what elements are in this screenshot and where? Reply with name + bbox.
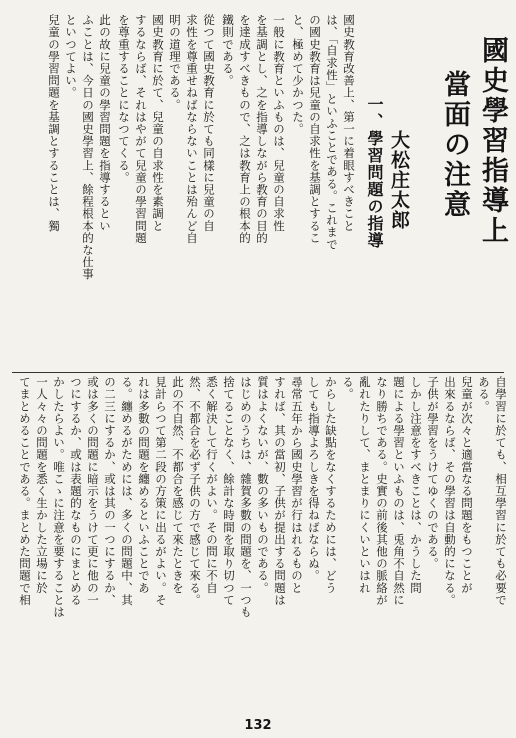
body-column: しても指導よろしきを得ねばならぬ。 — [307, 376, 321, 582]
body-column: 此の故に兒童の學習問題を指導するとい — [98, 14, 112, 232]
body-column: すれば、其の當初、子供が提出する問題は — [273, 376, 287, 606]
body-column: からした缺點をなくするためには、どう — [324, 376, 338, 594]
body-column: と、極めて少かつた。 — [291, 14, 305, 135]
body-column: 見計らつて第二段の方策に出るがよい。そ — [154, 376, 168, 606]
body-column: は、「自求性」といふことである。これまで — [325, 14, 339, 251]
body-column: を尊重することになつてくる。 — [117, 14, 131, 184]
body-column: 明の道理である。 — [168, 14, 182, 111]
body-column: つにするか、或は表題的なものにまとめる — [69, 376, 83, 606]
body-column: はじめのうちは、雜賀多數の問題を、一つも — [239, 376, 253, 618]
body-column: の二三にするか、或は其の一つにするか、 — [103, 376, 117, 606]
body-column: を達成すべきもので、之は教育上の根本的 — [238, 14, 252, 244]
body-column: る。纏めるがためには、多くの問題中、其 — [120, 376, 134, 606]
article-title-line2: 當面の注意 — [439, 70, 470, 220]
body-column: 悉く解決して行くがよい。その問に不自 — [205, 376, 219, 594]
body-column: 國史教育に於て、兒童の自求性を素調と — [151, 14, 165, 232]
body-column: 求性を尊重せねばならないことは殆んど自 — [185, 14, 199, 244]
body-column: といつてよい。 — [64, 14, 78, 99]
body-column: するならば、それはやがて兒童の學習問題 — [134, 14, 148, 244]
body-column: てまとめることである。まとめた問題で相 — [18, 376, 32, 606]
body-column: 子供が學習をうけてゆくのである。 — [426, 376, 440, 570]
body-column: 國史教育改善上、第一に着眼すべきこと — [342, 14, 356, 232]
body-column: 或は多くの問題に暗示をうけて更に他の一 — [86, 376, 100, 606]
body-column: 然、不都合を必ず子供の方で感じて來る。 — [188, 376, 202, 606]
body-column: を基調とし、之を指導しながら教育の目的 — [255, 14, 269, 244]
body-column: 捨てることなく、餘計な時間を取り切つて — [222, 376, 236, 606]
section-heading: 一、學習問題の指導 — [365, 96, 384, 249]
body-column: かしたらよい。唯こゝに注意を要することは — [52, 376, 66, 618]
body-column: 兒童の學習問題を基調とすることは、獨 — [47, 14, 61, 232]
body-column: 一般に教育といふものは、兒童の自求性 — [272, 14, 286, 232]
body-column: れは多數の問題を纏めるといふことであ — [137, 376, 151, 594]
body-column: 鐵則である。 — [221, 14, 235, 87]
article-author: 大松庄太郎 — [388, 130, 410, 230]
body-column: 亂れたりして、まとまりにくいといはれ — [358, 376, 372, 594]
body-column: 一人々々の問題を悉く生かした立場に於 — [35, 376, 49, 594]
body-column: ふことは、今日の國史學習上、餘程根本的な仕事 — [81, 14, 95, 281]
section-divider — [12, 372, 504, 373]
body-column: る。 — [341, 376, 355, 401]
page-number: 132 — [244, 718, 272, 733]
body-column: 自學習に於ても、相互學習に於ても必要で — [494, 376, 508, 606]
body-column: 從つて國史教育に於ても同樣に兒童の自 — [202, 14, 216, 232]
body-column: 尋常五年から國史學習が行はれるものと — [290, 376, 304, 594]
body-column: しかし注意をすべきことは、かうした問 — [409, 376, 423, 594]
body-column: 兒童が次々と適當なる問題をもつことが — [460, 376, 474, 594]
body-column: 題による學習といふものは、兎角不自然に — [392, 376, 406, 606]
body-column: 出來るならば、その學習は自動的になる。 — [443, 376, 457, 606]
body-column: 質はよくないが、數の多いものである。 — [256, 376, 270, 594]
article-title-line1: 國史學習指導上 — [477, 36, 508, 246]
body-column: ある。 — [477, 376, 491, 413]
body-column: なり勝ちである。史實の前後其他の脈絡が — [375, 376, 389, 606]
body-column: 此の不自然、不都合を感じて來たときを — [171, 376, 185, 594]
body-column: の國史教育は兒童の自求性を基調とするこ — [308, 14, 322, 244]
